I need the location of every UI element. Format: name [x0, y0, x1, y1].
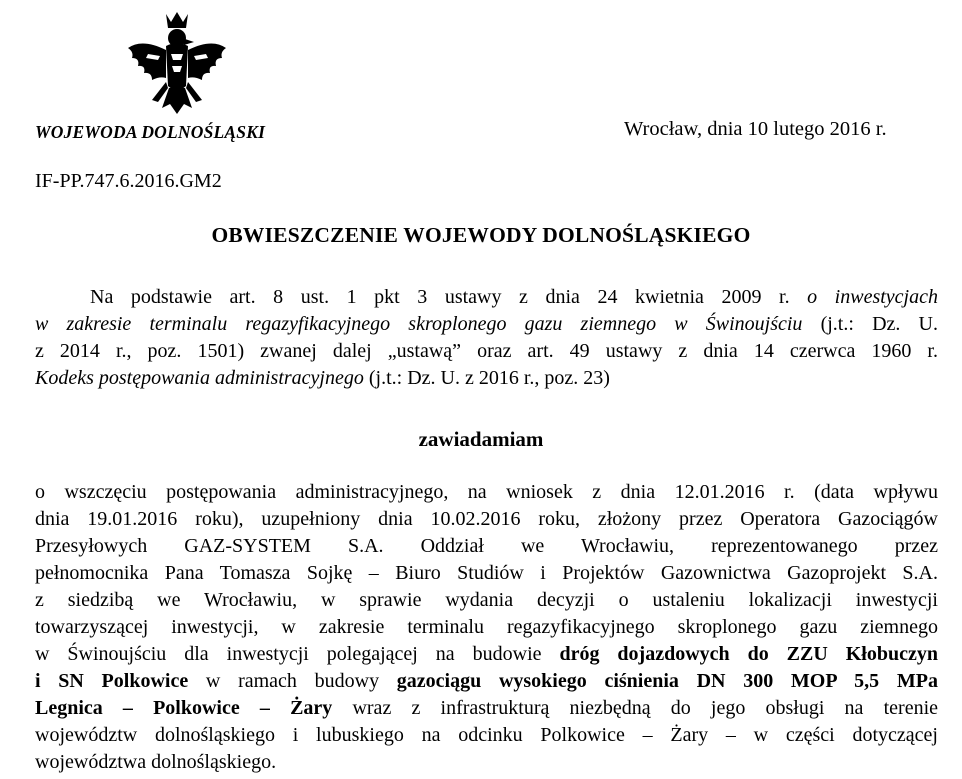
body-line: województw dolnośląskiego i lubuskiego na odcinku Polkowice – Żary – w części dotyczącej	[35, 724, 938, 746]
preamble-line: w zakresie terminalu regazyfikacyjnego skroplonego gazu ziemnego w Świnoujściu (j.t.: Dz. U.	[35, 313, 938, 335]
preamble-line: z 2014 r., poz. 1501) zwanej dalej „ustawą” oraz art. 49 ustawy z dnia 14 czerwca 1960 r.	[35, 340, 938, 362]
body-line: i SN Polkowice w ramach budowy gazociągu wysokiego ciśnienia DN 300 MOP 5,5 MPa	[35, 670, 938, 692]
body-paragraph	[35, 479, 938, 776]
reference-number: IF-PP.747.6.2016.GM2	[35, 170, 222, 192]
preamble-line: Na podstawie art. 8 ust. 1 pkt 3 ustawy z dnia 24 kwietnia 2009 r. o inwestycjach	[90, 286, 938, 308]
eagle-emblem-icon	[122, 8, 232, 124]
body-line: Legnica – Polkowice – Żary wraz z infrastrukturą niezbędną do jego obsługi na terenie	[35, 697, 938, 719]
place-and-date: Wrocław, dnia 10 lutego 2016 r.	[624, 118, 887, 140]
body-line: towarzyszącej inwestycji, w zakresie terminalu regazyfikacyjnego skroplonego gazu ziemnego	[35, 616, 938, 638]
body-line: w Świnoujściu dla inwestycji polegającej na budowie dróg dojazdowych do ZZU Kłobuczyn	[35, 643, 938, 665]
body-line: o wszczęciu postępowania administracyjnego, na wniosek z dnia 12.01.2016 r. (data wpływu	[35, 481, 938, 503]
body-line: pełnomocnika Pana Tomasza Sojkę – Biuro Studiów i Projektów Gazownictwa Gazoprojekt S.A.	[35, 562, 938, 584]
preamble-line: Kodeks postępowania administracyjnego (j.t.: Dz. U. z 2016 r., poz. 23)	[35, 367, 610, 389]
document-title: OBWIESZCZENIE WOJEWODY DOLNOŚLĄSKIEGO	[211, 223, 751, 247]
body-line: Przesyłowych GAZ-SYSTEM S.A. Oddział we Wrocławiu, reprezentowanego przez	[35, 535, 938, 557]
body-line: z siedzibą we Wrocławiu, w sprawie wydania decyzji o ustaleniu lokalizacji inwestycji	[35, 589, 938, 611]
body-line: dnia 19.01.2016 roku), uzupełniony dnia 10.02.2016 roku, złożony przez Operatora Gazociągów	[35, 508, 938, 530]
section-heading: zawiadamiam	[418, 427, 544, 451]
preamble-paragraph	[35, 284, 938, 392]
body-line: województwa dolnośląskiego.	[35, 751, 277, 773]
authority-name: WOJEWODA DOLNOŚLĄSKI	[35, 122, 266, 142]
